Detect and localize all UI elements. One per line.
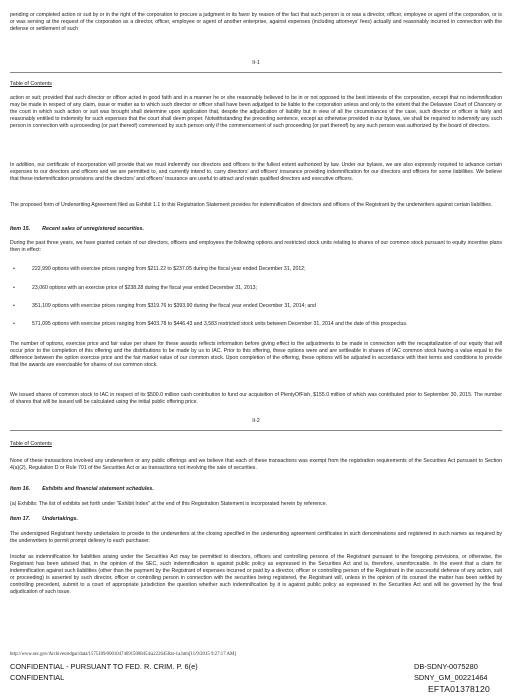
- bullet-icon: •: [13, 285, 15, 291]
- indemnification-paragraph: action or suit; provided that such director or officer acted in good faith and in a manner he or she reasonably believed to be in or not opposed to the best interests of the corporation, except that no indemnification may be made in respect of any claim, issue or matter as to which such director or officer shall have been adjudged to be liable to the corporation unless and only to the extent that the Delaware Court of Chancery or the court in which such action or suit was brought shall determine upon application that, despite the adjudication of liability but in view of all the circumstances of the case, such director or officer is fairly and reasonably entitled to indemnity for such expenses that the court shall deem proper. Notwithstanding the preceding sentence, except as otherwise provided in our bylaws, we shall be required to indemnify any such person in connection with a proceeding (or part thereof) commenced by such person only if the commencement of such proceeding (or part thereof) by any such person was authorized by the board of directors.: [10, 95, 502, 129]
- item-17-title: Undertakings.: [42, 516, 79, 522]
- page-divider: [10, 430, 502, 431]
- item-16-number: Item 16.: [10, 486, 31, 492]
- source-url: http://www.sec.gov/Archives/edgar/data/1575189/000104746915008454/a2226458zs-1a.htm[11/9/2015 9:27:17 AM]: [10, 652, 236, 657]
- insurance-paragraph: In addition, our certificate of incorporation will provide that we must indemnify our directors and officers to the fullest extent authorized by law. Under our bylaws, we are also expressly required to advance certain expenses to our directors and officers and we are permitted to, and currently intend to, carry directors' and officers' insurance providing indemnification for our directors and officers for some liabilities. We believe that these indemnification provisions and the directors' and officers' insurance are useful to attract and retain qualified directors and executive officers.: [10, 162, 502, 182]
- confidential-notice: CONFIDENTIAL - PURSUANT TO FED. R. CRIM. P. 6(e): [10, 662, 198, 671]
- list-item-text: 222,990 options with exercise prices ranging from $211.22 to $237.05 during the fiscal year ended December 31, 2012;: [32, 266, 306, 272]
- item-16-heading: [10, 486, 154, 492]
- efta-number: EFTA01378120: [428, 684, 490, 694]
- undertakings-paragraph: The undersigned Registrant hereby undertakes to provide to the underwriters at the closing specified in the underwriting agreement certificates in such denominations and registered in such names as required by the underwriters to permit prompt delivery to each purchaser.: [10, 531, 502, 544]
- page-number-ii-2: II-2: [252, 418, 260, 424]
- bates-number-db: DB-SDNY-0075280: [414, 662, 478, 671]
- list-item-text: 23,060 options with an exercise price of $238.28 during the fiscal year ended December 31, 2013;: [32, 285, 257, 291]
- bates-number-sdny: SDNY_GM_00221464: [414, 673, 488, 682]
- sec-policy-paragraph: Insofar as indemnification for liabilities arising under the Securities Act may be permitted to directors, officers and controlling persons of the Registrant pursuant to the foregoing provisions, or otherwise, the Registrant has been advised that, in the opinion of the SEC, such indemnification is against public policy as expressed in the Securities Act and is, therefore, unenforceable. In the event that a claim for indemnification against such liabilities (other than the payment by the Registrant of expenses incurred or paid by a director, officer or controlling person of the Registrant in the successful defense of any action, suit or proceeding) is asserted by such director, officer or controlling person in connection with the securities being registered, the Registrant will, unless in the opinion of its counsel the matter has been settled by controlling precedent, submit to a court of appropriate jurisdiction the question whether such indemnification by it is against public policy as expressed in the Securities Act and will be governed by the final adjudication of such issue.: [10, 554, 502, 595]
- exemption-paragraph: None of these transactions involved any underwriters or any public offerings and we believe that each of these transactions was exempt from the registration requirements of the Securities Act pursuant to Section 4(a)(2), Regulation D or Rule 701 of the Securities Act or as transactions not involving the sale of securities.: [10, 458, 502, 471]
- table-of-contents-link[interactable]: Table of Contents: [10, 441, 52, 447]
- item-15-number: Item 15.: [10, 226, 31, 232]
- confidential-label: CONFIDENTIAL: [10, 673, 65, 682]
- item-15-heading: [10, 226, 144, 232]
- list-item-text: 351,109 options with exercise prices ranging from $319.76 to $393.90 during the fiscal year ended December 31, 2014; and: [32, 303, 317, 309]
- page-number-ii-1: II-1: [252, 60, 260, 66]
- bullet-icon: •: [13, 266, 15, 272]
- bullet-icon: •: [13, 303, 15, 309]
- table-of-contents-link[interactable]: Table of Contents: [10, 81, 52, 87]
- underwriting-paragraph: The proposed form of Underwriting Agreement filed as Exhibit 1.1 to this Registration Statement provides for indemnification of directors and officers of the Registrant by the underwriters against certain liabilities.: [10, 202, 493, 208]
- options-paragraph: The number of options, exercise price and fair value per share for these awards reflects information before giving effect to the adjustments to be made in connection with the recapitalization of our equity that will occur prior to the completion of this offering and the distributions to be made by us to IAC. Prior to this offering, these options were and are settleable in shares of IAC common stock having a value equal to the difference between the option exercise price and the fair market value of our common stock. Upon completion of the offering, these options will be adjusted in accordance with their terms and conditions to provide that the awards are exercisable for shares of our common stock.: [10, 341, 502, 368]
- item-17-heading: [10, 516, 78, 522]
- item-15-title: Recent sales of unregistered securities.: [42, 226, 144, 232]
- shares-paragraph: We issued shares of common stock to IAC in respect of its $500.0 million cash contribution to fund our acquisition of PlentyOfFish, $155.0 million of which was contributed prior to September 30, 2015. The number of shares that will be issued will be calculated using the initial public offering price.: [10, 392, 502, 405]
- item-17-number: Item 17.: [10, 516, 31, 522]
- page-divider: [10, 72, 502, 73]
- exhibits-line: (a) Exhibits: The list of exhibits set forth under "Exhibit Index" at the end of this Registration Statement is incorporated herein by reference.: [10, 501, 328, 507]
- top-paragraph: pending or completed action or suit by or in the right of the corporation to procure a judgment in its favor by reason of the fact that such person is or was a director, officer, employee or agent of the corporation, or is or was serving at the request of the corporation as a director, officer, employee or agent of another enterprise, against expenses (including attorneys' fees) actually and reasonably incurred in connection with the defense or settlement of such: [10, 12, 502, 32]
- item-16-title: Exhibits and financial statement schedules.: [42, 486, 154, 492]
- list-item-text: 571,095 options with exercise prices ranging from $403.78 to $446.43 and 3,583 restricted stock units between December 31, 2014 and the date of this prospectus.: [32, 321, 408, 327]
- grants-paragraph: During the past three years, we have granted certain of our directors, officers and employees the following options and restricted stock units relating to shares of our common stock pursuant to equity incentive plans then in effect:: [10, 240, 502, 253]
- bullet-icon: •: [13, 321, 15, 327]
